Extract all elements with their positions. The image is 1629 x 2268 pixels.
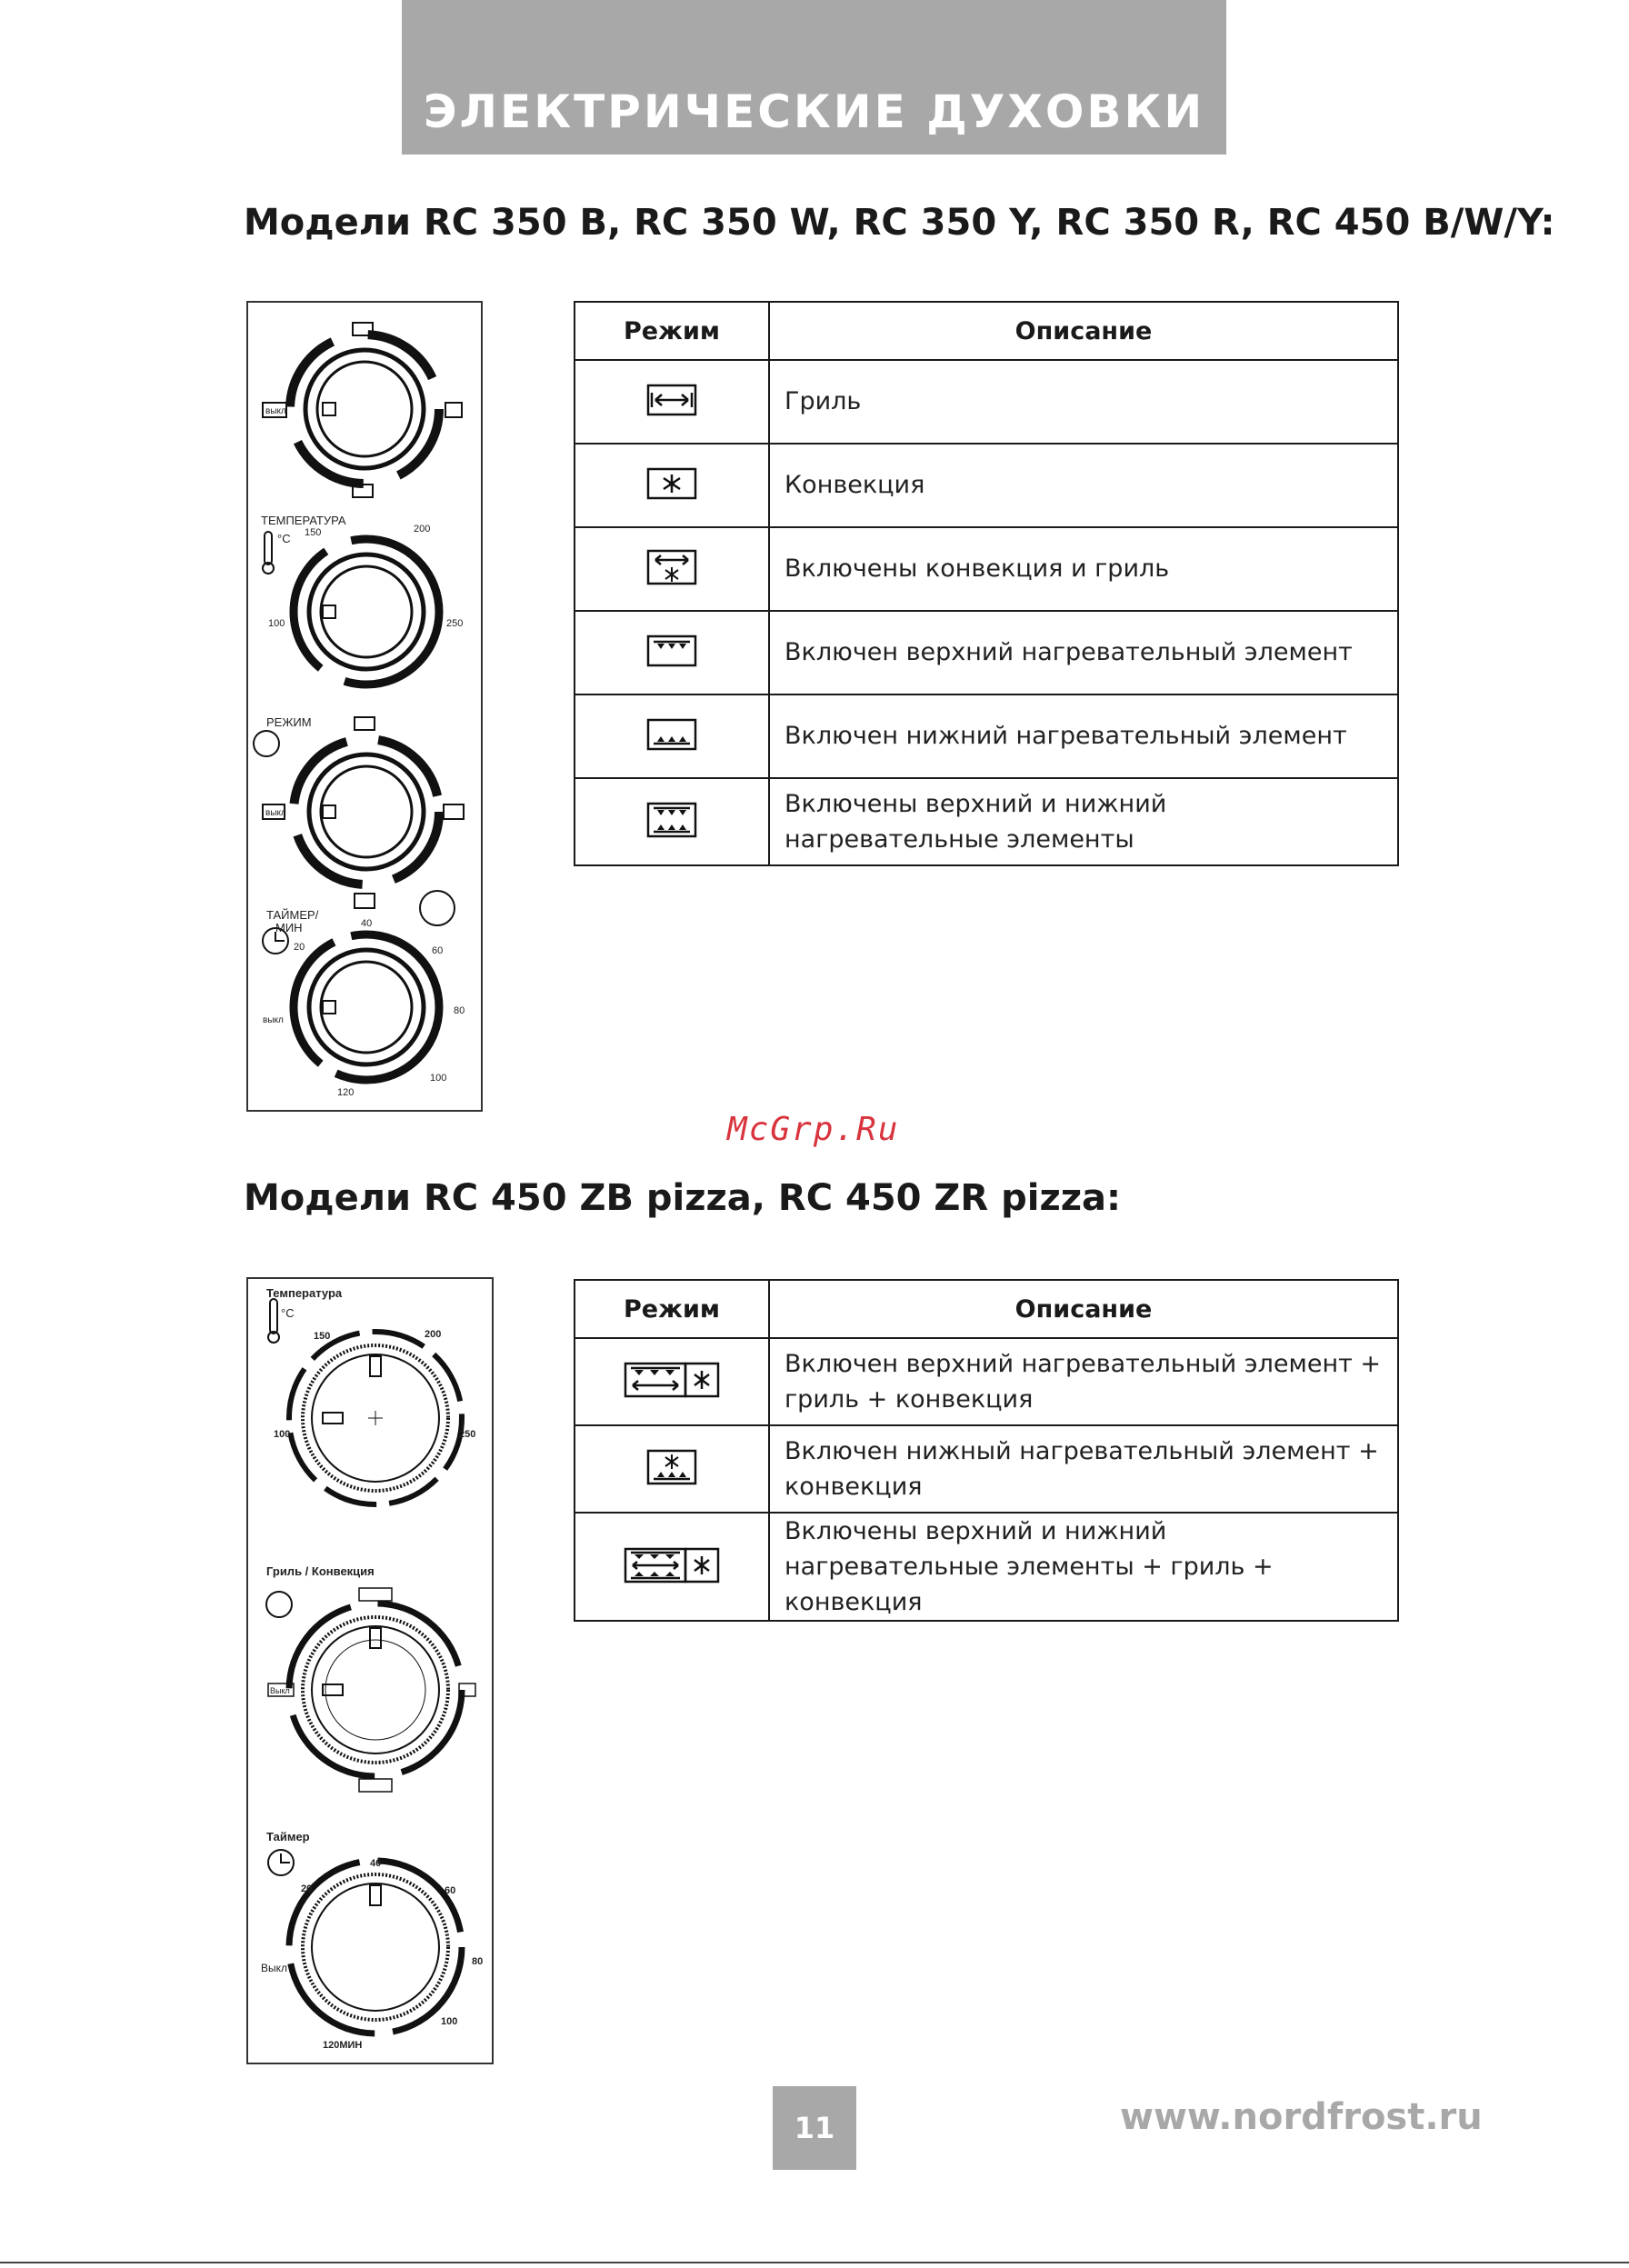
temp-label: ТЕМПЕРАТУРА [261,514,346,527]
table-row [575,444,1398,527]
temp-tick: 150 [305,527,322,538]
timer-tick: 40 [361,918,373,929]
mode-desc: Включен верхний нагревательный элемент + гриль + конвекция [769,1338,1398,1425]
table-header-row [575,302,1398,360]
temp-tick: 100 [274,1429,291,1440]
mode-desc: Включены верхний и нижний нагревательные элементы [769,778,1398,865]
top-grill-fan-icon [624,1362,720,1398]
temp-tick: 100 [268,618,285,629]
timer-tick: 20 [301,1883,313,1894]
off-label: выкл [265,808,286,818]
table-row [575,527,1398,611]
timer-tick: 20 [294,942,305,953]
top-heater-icon [646,634,697,667]
col-desc-header: Описание [769,1280,1398,1338]
bottom-fan-icon [646,1449,697,1485]
timer-label: МИН [275,921,303,934]
table-row [575,1425,1398,1513]
timer-tick: 80 [472,1956,484,1967]
header-title: ЭЛЕКТРИЧЕСКИЕ ДУХОВКИ [423,85,1205,138]
timer-tick: выкл [263,1015,284,1025]
control-panel-rc350 [246,301,483,1112]
table-row [575,360,1398,444]
mode-table-rc450-pizza [574,1279,1399,1622]
timer-tick: 80 [454,1005,465,1016]
temp-label: Температура [266,1286,343,1300]
timer-label: Таймер [266,1830,310,1843]
section1-title: Модели RC 350 B, RC 350 W, RC 350 Y, RC 350 R, RC 450 B/W/Y: [244,202,1555,244]
timer-tick: 60 [432,945,444,956]
mode-desc: Включены верхний и нижний нагревательные элементы + гриль + конвекция [769,1513,1398,1621]
timer-tick: 40 [370,1858,382,1869]
footer-divider [0,2262,1629,2263]
col-mode-header: Режим [575,1280,769,1338]
section2-title: Модели RC 450 ZB pizza, RC 450 ZR pizza: [244,1177,1122,1219]
control-panel-rc350-drawing [248,303,481,1110]
bottom-heater-icon [646,718,697,751]
grill-icon [646,384,697,416]
watermark: McGrp.Ru [727,1111,900,1148]
timer-tick: 100 [441,2016,458,2027]
grill-fan-icon [646,549,697,585]
mode-desc: Включен нижний нагревательный элемент [769,694,1398,778]
top-bottom-grill-fan-icon [624,1547,720,1584]
timer-label: ТАЙМЕР/ [266,908,319,922]
timer-tick: 60 [445,1885,456,1896]
control-panel-rc450-pizza [246,1277,494,2064]
mode-desc: Гриль [769,360,1398,444]
temp-tick: 200 [425,1329,442,1340]
table-header-row [575,1280,1398,1338]
table-row [575,778,1398,865]
mode-label: РЕЖИМ [266,715,312,729]
timer-tick: 100 [430,1073,447,1084]
off-label: выкл [265,406,286,416]
control-panel-rc450-pizza-drawing [248,1279,492,2063]
table-row [575,694,1398,778]
celsius-label: °C [281,1306,295,1320]
page-number: 11 [773,2086,856,2170]
top-bottom-heater-icon [646,802,697,838]
timer-tick: 120 [337,1087,355,1098]
temp-tick: 150 [314,1331,331,1342]
table-row [575,611,1398,694]
mode-desc: Конвекция [769,444,1398,527]
header-banner [402,0,1226,155]
table-row [575,1338,1398,1425]
temp-tick: 250 [446,618,464,629]
celsius-label: °C [277,532,291,545]
mode-label: Гриль / Конвекция [266,1564,375,1578]
timer-tick: 120МИН [323,2040,363,2051]
col-mode-header: Режим [575,302,769,360]
off-label: Выкл [270,1686,290,1695]
website-link[interactable]: www.nordfrost.ru [1120,2096,1483,2138]
mode-table-rc350 [574,301,1399,866]
timer-tick: Выкл [261,1962,288,1974]
temp-tick: 250 [459,1429,476,1440]
mode-desc: Включены конвекция и гриль [769,527,1398,611]
mode-desc: Включен верхний нагревательный элемент [769,611,1398,694]
fan-icon [646,467,697,500]
table-row [575,1513,1398,1621]
temp-tick: 200 [414,524,431,535]
col-desc-header: Описание [769,302,1398,360]
mode-desc: Включен нижный нагревательный элемент + конвекция [769,1425,1398,1513]
